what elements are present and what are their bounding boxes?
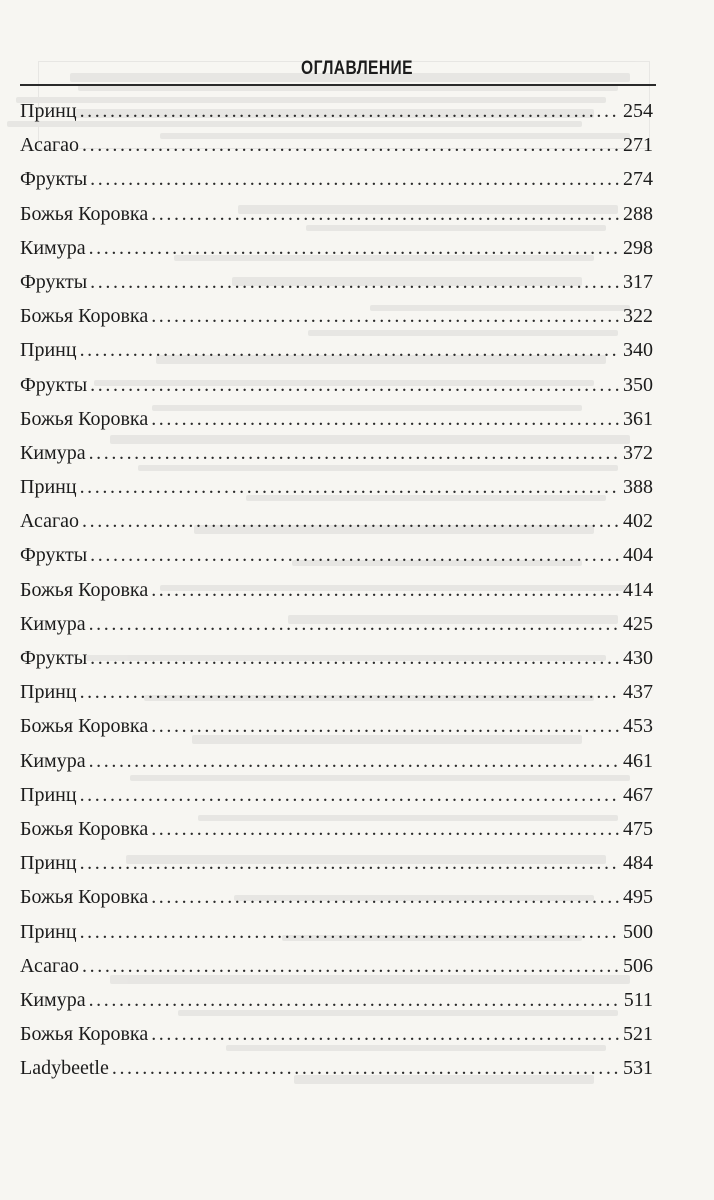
toc-entry <box>20 750 653 784</box>
toc-entry-title: Кимура <box>20 236 86 259</box>
toc-entry-title: Асагао <box>20 134 80 157</box>
toc-entry <box>20 784 653 818</box>
toc-entry-title: Принц <box>20 852 77 875</box>
toc-entry <box>20 305 653 339</box>
toc-entry-title: Божья Коровка <box>20 1023 149 1046</box>
toc-entry <box>20 613 653 647</box>
toc-entry-page-number: 430 <box>623 647 653 669</box>
toc-entry <box>20 955 653 989</box>
toc-entry <box>20 818 653 852</box>
toc-entry-page-number: 298 <box>623 236 653 259</box>
toc-entry <box>20 715 653 749</box>
toc-entry-title: Асагао <box>20 954 80 977</box>
toc-entry-page-number: 437 <box>623 681 653 704</box>
dot-leader <box>151 305 620 328</box>
toc-entry-title: Божья Коровка <box>20 407 149 430</box>
toc-entry-title: Принц <box>20 681 77 704</box>
dot-leader <box>89 989 621 1012</box>
toc-entry-page-number: 402 <box>623 510 653 533</box>
toc-entry <box>20 134 653 168</box>
toc-entry-page-number: 271 <box>623 134 653 157</box>
toc-entry-title: Фрукты <box>20 168 88 191</box>
dot-leader <box>80 339 620 362</box>
toc-entry <box>20 203 653 237</box>
toc-entry <box>20 374 653 408</box>
toc-entry-title: Принц <box>20 100 77 122</box>
toc-entry <box>20 1023 653 1057</box>
toc-entry-page-number: 288 <box>623 202 653 225</box>
toc-entry-page-number: 388 <box>623 476 653 499</box>
dot-leader <box>151 886 620 909</box>
toc-entry <box>20 647 653 681</box>
table-of-contents <box>20 100 653 1091</box>
toc-entry-page-number: 322 <box>623 305 653 328</box>
dot-leader <box>80 921 620 944</box>
toc-entry-title: Кимура <box>20 749 86 772</box>
dot-leader <box>151 1023 620 1046</box>
toc-entry-page-number: 495 <box>623 886 653 909</box>
dot-leader <box>151 203 620 226</box>
toc-entry-page-number: 317 <box>623 270 653 293</box>
toc-entry-title: Принц <box>20 783 77 806</box>
toc-entry-page-number: 506 <box>623 954 653 977</box>
title-rule <box>20 84 656 86</box>
dot-leader <box>151 408 620 431</box>
toc-entry <box>20 579 653 613</box>
toc-entry-page-number: 254 <box>623 100 653 122</box>
toc-entry-page-number: 531 <box>623 1057 653 1080</box>
dot-leader <box>112 1057 620 1080</box>
toc-entry <box>20 237 653 271</box>
toc-entry <box>20 989 653 1023</box>
dot-leader <box>90 271 620 294</box>
dot-leader <box>151 818 620 841</box>
toc-entry-title: Кимура <box>20 988 86 1011</box>
toc-entry <box>20 921 653 955</box>
toc-entry-title: Фрукты <box>20 544 88 567</box>
toc-entry-page-number: 350 <box>623 373 653 396</box>
dot-leader <box>80 681 620 704</box>
toc-entry <box>20 271 653 305</box>
toc-entry <box>20 544 653 578</box>
dot-leader <box>80 784 620 807</box>
toc-entry-page-number: 453 <box>623 715 653 738</box>
toc-entry <box>20 1057 653 1091</box>
dot-leader <box>89 442 620 465</box>
toc-entry <box>20 476 653 510</box>
toc-entry-title: Божья Коровка <box>20 817 149 840</box>
dot-leader <box>80 476 620 499</box>
dot-leader <box>89 750 620 773</box>
toc-entry-page-number: 521 <box>623 1023 653 1046</box>
toc-entry <box>20 339 653 373</box>
toc-entry-title: Кимура <box>20 441 86 464</box>
toc-entry-title: Кимура <box>20 612 86 635</box>
toc-entry-title: Принц <box>20 476 77 499</box>
toc-entry-title: Божья Коровка <box>20 715 149 738</box>
toc-entry <box>20 510 653 544</box>
dot-leader <box>151 579 620 602</box>
dot-leader <box>82 955 620 978</box>
toc-entry-title: Фрукты <box>20 270 88 293</box>
toc-entry <box>20 886 653 920</box>
dot-leader <box>80 852 620 875</box>
dot-leader <box>82 510 620 533</box>
toc-entry <box>20 168 653 202</box>
toc-entry-title: Божья Коровка <box>20 305 149 328</box>
dot-leader <box>80 100 620 123</box>
page-title: ОГЛАВЛЕНИЕ <box>301 58 413 79</box>
toc-entry-page-number: 461 <box>623 749 653 772</box>
toc-entry <box>20 681 653 715</box>
toc-entry <box>20 442 653 476</box>
toc-entry <box>20 852 653 886</box>
toc-entry-title: Фрукты <box>20 373 88 396</box>
toc-entry-page-number: 414 <box>623 578 653 601</box>
toc-entry-page-number: 511 <box>623 988 653 1011</box>
toc-entry-title: Фрукты <box>20 647 88 669</box>
toc-entry-page-number: 404 <box>623 544 653 567</box>
toc-entry-page-number: 361 <box>623 407 653 430</box>
dot-leader <box>82 134 620 157</box>
toc-entry-page-number: 274 <box>623 168 653 191</box>
toc-entry <box>20 408 653 442</box>
toc-entry <box>20 100 653 134</box>
dot-leader <box>89 613 620 636</box>
toc-entry-page-number: 484 <box>623 852 653 875</box>
toc-entry-title: Принц <box>20 339 77 362</box>
toc-entry-page-number: 475 <box>623 817 653 840</box>
toc-entry-page-number: 425 <box>623 612 653 635</box>
dot-leader <box>90 647 620 670</box>
toc-entry-title: Божья Коровка <box>20 578 149 601</box>
dot-leader <box>89 237 620 260</box>
dot-leader <box>151 715 620 738</box>
toc-entry-page-number: 467 <box>623 783 653 806</box>
dot-leader <box>90 168 620 191</box>
toc-entry-title: Асагао <box>20 510 80 533</box>
toc-entry-title: Божья Коровка <box>20 202 149 225</box>
toc-entry-page-number: 500 <box>623 920 653 943</box>
toc-entry-title: Божья Коровка <box>20 886 149 909</box>
dot-leader <box>90 374 620 397</box>
toc-entry-page-number: 340 <box>623 339 653 362</box>
toc-entry-title: Ladybeetle <box>20 1057 109 1080</box>
toc-entry-page-number: 372 <box>623 441 653 464</box>
toc-entry-title: Принц <box>20 920 77 943</box>
dot-leader <box>90 544 620 567</box>
